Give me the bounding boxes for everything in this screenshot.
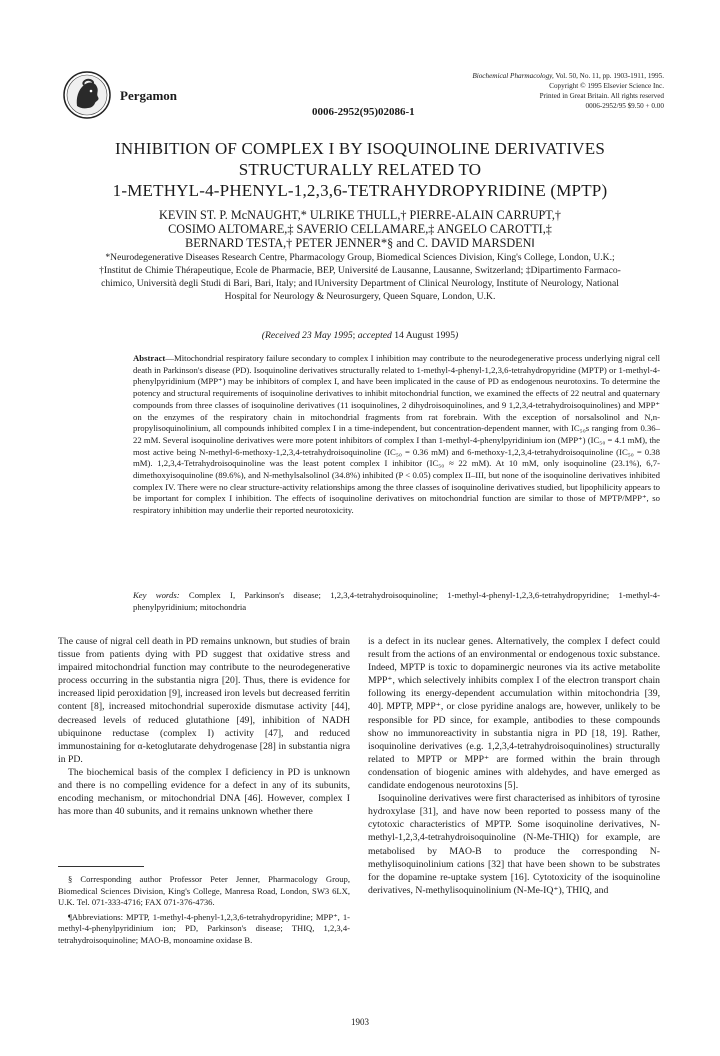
abstract-label: Abstract: [133, 353, 166, 363]
printed-line: Printed in Great Britain. All rights reserved: [539, 92, 664, 100]
authors-line-1: KEVIN ST. P. McNAUGHT,* ULRIKE THULL,† PIERRE-ALAIN CARRUPT,†: [159, 208, 561, 222]
accepted-date: 14 August 1995: [391, 330, 455, 341]
authors-line-2: COSIMO ALTOMARE,‡ SAVERIO CELLAMARE,‡ ANGELO CAROTTI,‡: [168, 222, 552, 236]
title-line-3: 1-METHYL-4-PHENYL-1,2,3,6-TETRAHYDROPYRIDINE (MPTP): [112, 181, 608, 200]
body-column-left: [58, 635, 350, 818]
footnote-corresponding: § Corresponding author Professor Peter Jenner, Pharmacology Group, Biomedical Sciences Division, King's College, Manresa Road, London, SW3 6LX, U.K. Tel. 071-333-4716; FAX 071-376-4736.: [58, 874, 350, 907]
authors-line-3: BERNARD TESTA,† PETER JENNER*§ and C. DAVID MARSDEN‖: [185, 236, 535, 250]
received-dates: (Received 23 May 1995; accepted 14 August 1995): [261, 330, 459, 341]
publisher-name: Pergamon: [120, 88, 178, 103]
journal-citation: [404, 71, 664, 81]
body-paragraph: The cause of nigral cell death in PD remains unknown, but studies of brain tissue from patients dying with PD suggest that oxidative stress and impaired mitochondrial function may contribute to the neurodegenerative process occurring in the substantia nigra [20]. Thus, there is evidence for increased lipid peroxidation [9], increased iron levels but decreased ferritin content [8], increased mitochondrial superoxide dismutase activity [44], decreased levels of reduced glutathione [49], inhibition of NADH ubiquinone reductase (complex I) activity [47], and reduced immunostaining for α-ketoglutarate dehydrogenase [28] in substantia nigra in PD.: [58, 636, 350, 765]
keywords: [133, 590, 660, 613]
body-paragraph: The biochemical basis of the complex I deficiency in PD is unknown and there is no compelling evidence for a defect in any of its subunits, encoding mechanism, or mitochondrial DNA [46]. However, complex I has more than 40 subunits, and it remains unknown whether there: [58, 766, 350, 818]
footnote-divider: [58, 866, 144, 867]
affiliations: *Neurodegenerative Diseases Research Centre, Pharmacology Group, Biomedical Sciences Division, King's College, London, U.K.; †Institut de Chimie Thérapeutique, Ecole de Pharmacie, BEP, Université de Lausanne, Lausanne, Switzerland; ‡Dipartimento Farmaco-chimico, Università degli Studi di Bari, Bari, Italy; and ‖University Department of Clinical Neurology, Institute of Neurology, National Hospital for Neurology & Neurosurgery, Queen Square, London, U.K.: [99, 252, 621, 302]
journal-info: [404, 71, 664, 111]
body-paragraph: is a defect in its nuclear genes. Alternatively, the complex I defect could result from the actions of an environmental or endogenous toxic substance. Indeed, MPTP is toxic to dopaminergic neurones via its active metabolite MPP⁺, which selectively inhibits complex I of the electron transport chain following its energy-dependent accumulation within mitochondria [39, 40]. MPTP, MPP⁺, or close pyridine analogs are, however, unlikely to be responsible for PD since, for example, antibodies to these compounds show no immunoreactivity in substantia nigra in PD [18, 19]. Rather, isoquinoline derivatives (e.g. 1,2,3,4-tetrahydroisoquinolines) structurally related to MPTP or MPP⁺ are formed within the brain through condensation of biogenic amines with aldehydes, and have emerged as candidate endogenous neurotoxins [5].: [368, 636, 660, 792]
journal-name: Biochemical Pharmacology,: [472, 72, 554, 80]
issn-line: 0006-2952/95 $9.50 + 0.00: [585, 102, 664, 110]
date-separator: ;: [352, 330, 358, 341]
copyright-line: Copyright © 1995 Elsevier Science Inc.: [549, 82, 664, 90]
footnote-abbreviations: ¶Abbreviations: MPTP, 1-methyl-4-phenyl-1,2,3,6-tetrahydropyridine; MPP⁺, 1-methyl-4-phenylpyridinium ion; PD, Parkinson's disease; THIQ, 1,2,3,4-tetrahydroisoquinoline; MAO-B, monoamine oxidase B.: [58, 911, 350, 945]
accepted-label: accepted: [357, 330, 392, 341]
abstract-text: —Mitochondrial respiratory failure secondary to complex I inhibition may contribute to the neurodegenerative process underlying nigral cell death in Parkinson's disease (PD). Isoquinoline derivatives structurally related to 1-methyl-4-phenyl-1,2,3,6-tetrahydropyridine (MPTP) or 1-methyl-4-phenylpyridinium (MPP⁺) may be inhibitors of complex I, and have been implicated in the cause of PD as endogenous neurotoxins. To determine the potency and structural requirements of isoquinoline derivatives to inhibit mitochondrial function, we examined the effects of 22 neutral and quaternary compounds from three classes of isoquinoline derivatives (11 isoquinolines, 2 dihydroisoquinolines, and 9 1,2,3,4-tetrahydroisoquinolines) and MPP⁺ on the enzymes of the respiratory chain in mitochondrial fragments from rat forebrain. With the exception of norsalsolinol and N,n-propylisoquinolinium, all compounds inhibited complex I in a time-independent, but concentration-dependent manner, with IC₅₀s ranging from 0.36–22 mM. Several isoquinoline derivatives were more potent inhibitors of complex I than 1-methyl-4-phenylpyridinium ion (MPP⁺) (IC₅₀ = 4.1 mM), the most active being N-methyl-6-methoxy-1,2,3,4-tetrahydroisoquinoline (IC₅₀ = 0.36 mM) and 6-methoxy-1,2,3,4-tetrahydroisoquinoline (IC₅₀ = 0.38 mM). 1,2,3,4-Tetrahydroisoquinoline was the least potent complex I inhibitor (IC₅₀ ≈ 22 mM). At 10 mM, only isoquinoline (23.1%), 6,7-dimethoxyisoquinoline (89.6%), and N-methylsalsolinol (34.8%) inhibited (P < 0.05) complex II–III, but none of the isoquinoline derivatives inhibited complex IV. There were no clear structure-activity relationships among the three classes of isoquinoline derivatives studied, but lipophilicity appears to be important for complex I inhibition. The effects of isoquinoline derivatives on mitochondrial function are similar to those of MPTP/MPP⁺, so respiratory inhibition may underlie their reported neurotoxicity.: [133, 353, 660, 516]
received-label: Received: [265, 330, 300, 341]
article-title: [60, 138, 660, 201]
body-column-right: [368, 635, 660, 897]
journal-volume: Vol. 50, No. 11, pp. 1903-1911, 1995.: [553, 72, 664, 80]
received-date: 23 May 1995: [299, 330, 353, 341]
author-list: [60, 208, 660, 250]
publisher-logo: [62, 70, 112, 120]
footnotes: [58, 874, 350, 949]
body-paragraph: Isoquinoline derivatives were first characterised as inhibitors of tyrosine hydroxylase [31], and have now been reported to possess many of the cytotoxic characteristics of MPTP. Some isoquinoline derivatives, N-methyl-1,2,3,4-tetrahydroisoquinoline (N-Me-THIQ) for example, are metabolised by MAO-B to produce the corresponding N-methylisoquinolinium cations [32] that have been shown to be substrates for the dopamine re-uptake system [16]. Cytotoxicity of the isoquinoline derivatives, N-methylisoquinolinium (N-Me-IQ⁺), THIQ, and: [368, 793, 660, 896]
pii-code: 0006-2952(95)02086-1: [312, 106, 415, 118]
keywords-label: Key words:: [133, 590, 180, 600]
title-line-1: INHIBITION OF COMPLEX I BY ISOQUINOLINE DERIVATIVES: [115, 139, 605, 158]
keywords-text: Complex I, Parkinson's disease; 1,2,3,4-tetrahydroisoquinoline; 1-methyl-4-phenyl-1,2,3,6-tetrahydropyridine; 1-methyl-4-phenylpyridinium; mitochondria: [133, 590, 661, 612]
page-number: 1903: [351, 1017, 369, 1027]
title-line-2: STRUCTURALLY RELATED TO: [238, 160, 482, 179]
abstract: [133, 353, 660, 517]
